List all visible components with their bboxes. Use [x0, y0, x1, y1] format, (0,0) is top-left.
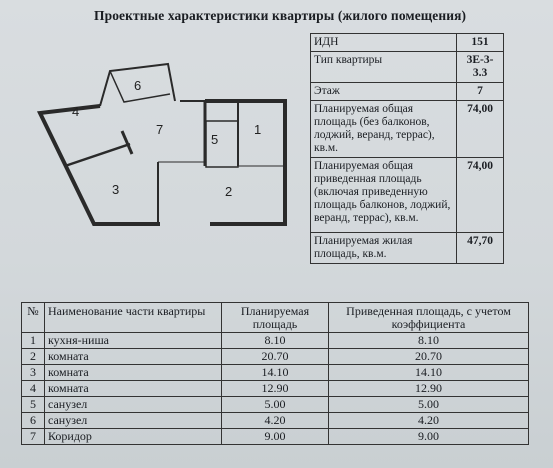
cell-area: 4.20 — [222, 413, 329, 429]
rooms-table — [21, 302, 529, 445]
info-row — [311, 83, 504, 101]
plan-label-7: 7 — [156, 122, 164, 137]
col-header-name: Наименование части квартиры — [45, 303, 222, 333]
cell-adjusted: 20.70 — [329, 349, 529, 365]
info-row — [311, 233, 504, 264]
info-row — [311, 101, 504, 158]
info-label: Планируемая общая приведенная площадь (включая приведенную площадь балконов, лоджий, веранд, террас), кв.м. — [311, 158, 457, 233]
col-header-area: Планируемая площадь — [222, 303, 329, 333]
cell-name: комната — [45, 381, 222, 397]
cell-area: 8.10 — [222, 333, 329, 349]
cell-name: комната — [45, 365, 222, 381]
cell-area: 14.10 — [222, 365, 329, 381]
info-value: 47,70 — [457, 233, 504, 264]
info-label: ИДН — [311, 34, 457, 52]
table-row — [22, 429, 529, 445]
plan-label-6: 6 — [134, 78, 142, 93]
info-label: Этаж — [311, 83, 457, 101]
cell-adjusted: 9.00 — [329, 429, 529, 445]
plan-label-2: 2 — [225, 184, 233, 199]
floor-plan — [30, 46, 300, 241]
plan-label-5: 5 — [211, 132, 219, 147]
cell-name: комната — [45, 349, 222, 365]
cell-name: санузел — [45, 397, 222, 413]
info-value: 151 — [457, 34, 504, 52]
info-value: 74,00 — [457, 158, 504, 233]
info-row — [311, 52, 504, 83]
table-row — [22, 349, 529, 365]
info-value: 7 — [457, 83, 504, 101]
cell-adjusted: 5.00 — [329, 397, 529, 413]
cell-number: 5 — [22, 397, 45, 413]
table-row — [22, 397, 529, 413]
cell-number: 3 — [22, 365, 45, 381]
info-label: Тип квартиры — [311, 52, 457, 83]
plan-outer-wall — [40, 106, 160, 224]
info-row — [311, 34, 504, 52]
plan-label-4: 4 — [72, 104, 80, 119]
plan-label-1: 1 — [254, 122, 262, 137]
col-header-adjusted: Приведенная площадь, с учетом коэффициента — [329, 303, 529, 333]
table-row — [22, 413, 529, 429]
cell-number: 4 — [22, 381, 45, 397]
cell-name: кухня-ниша — [45, 333, 222, 349]
info-value: 74,00 — [457, 101, 504, 158]
cell-area: 20.70 — [222, 349, 329, 365]
info-row — [311, 158, 504, 233]
cell-adjusted: 8.10 — [329, 333, 529, 349]
cell-adjusted: 14.10 — [329, 365, 529, 381]
cell-number: 2 — [22, 349, 45, 365]
info-label: Планируемая общая площадь (без балконов, лоджий, веранд, террас), кв.м. — [311, 101, 457, 158]
rooms-header-row — [22, 303, 529, 333]
plan-outer-wall-right — [205, 101, 285, 224]
table-row — [22, 381, 529, 397]
col-header-number: № — [22, 303, 45, 333]
info-value: 3Е-3-3.3 — [457, 52, 504, 83]
cell-area: 9.00 — [222, 429, 329, 445]
cell-name: Коридор — [45, 429, 222, 445]
cell-number: 7 — [22, 429, 45, 445]
cell-area: 12.90 — [222, 381, 329, 397]
cell-name: санузел — [45, 413, 222, 429]
cell-area: 5.00 — [222, 397, 329, 413]
cell-number: 1 — [22, 333, 45, 349]
table-row — [22, 333, 529, 349]
plan-wall-3-4 — [65, 144, 130, 166]
table-row — [22, 365, 529, 381]
info-table — [310, 33, 504, 264]
page-title: Проектные характеристики квартиры (жилого помещения) — [94, 8, 467, 23]
cell-adjusted: 12.90 — [329, 381, 529, 397]
info-label: Планируемая жилая площадь, кв.м. — [311, 233, 457, 264]
plan-wall-3-4b — [122, 131, 132, 154]
plan-label-3: 3 — [112, 182, 120, 197]
cell-number: 6 — [22, 413, 45, 429]
cell-adjusted: 4.20 — [329, 413, 529, 429]
